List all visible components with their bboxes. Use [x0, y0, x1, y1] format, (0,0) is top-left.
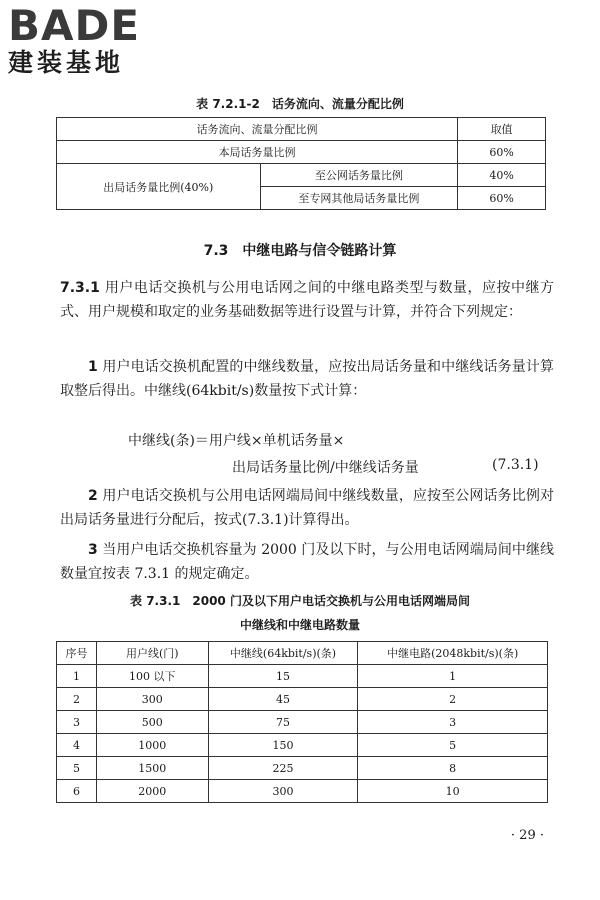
clause-number: 7.3.1 [60, 280, 100, 296]
formula-line-1: 中继线(条)＝用户线×单机话务量× [128, 433, 345, 449]
item-3 [60, 538, 554, 586]
item-2 [60, 484, 554, 532]
table-cell: 45 [208, 688, 358, 711]
table-row [57, 734, 548, 757]
table-header-cell: 用户线(门) [96, 642, 208, 665]
table-cell: 6 [57, 780, 97, 803]
table-row [57, 711, 548, 734]
item-text: 用户电话交换机配置的中继线数量，应按出局话务量和中继线话务量计算取整后得出。中继线(64kbit/s)数量按下式计算： [60, 359, 555, 399]
table-cell: 75 [208, 711, 358, 734]
formula-number: (7.3.1) [492, 457, 539, 473]
table2-caption-line1: 表 7.3.1 2000 门及以下用户电话交换机与公用电话网端局间 [130, 594, 470, 608]
trunk-line-table [56, 641, 548, 803]
table-row [57, 780, 548, 803]
traffic-ratio-table [56, 117, 546, 210]
table-header-cell: 中继线(64kbit/s)(条) [208, 642, 358, 665]
table-header-row [57, 642, 548, 665]
table-cell: 10 [358, 780, 548, 803]
table-cell: 至专网其他局话务量比例 [260, 187, 458, 210]
table-row [57, 688, 548, 711]
table-cell: 15 [208, 665, 358, 688]
page-number: · 29 · [510, 828, 544, 843]
table-cell: 150 [208, 734, 358, 757]
table1-caption: 表 7.2.1-2 话务流向、流量分配比例 [196, 97, 404, 111]
table-header-cell: 话务流向、流量分配比例 [57, 118, 458, 141]
table-cell: 2 [358, 688, 548, 711]
table-cell: 1000 [96, 734, 208, 757]
clause-text: 用户电话交换机与公用电话网之间的中继电路类型与数量，应按中继方式、用户规模和取定的业务基础数据等进行设置与计算，并符合下列规定： [60, 280, 555, 320]
table-cell: 2000 [96, 780, 208, 803]
table-cell: 3 [57, 711, 97, 734]
table-cell: 100 以下 [96, 665, 208, 688]
section-heading: 7.3 中继电路与信令链路计算 [203, 243, 397, 259]
table-cell: 本局话务量比例 [57, 141, 458, 164]
table-header-cell: 序号 [57, 642, 97, 665]
table2-caption-line2: 中继线和中继电路数量 [239, 618, 360, 632]
bade-logo [8, 1, 176, 84]
table-cell: 1500 [96, 757, 208, 780]
table-cell: 225 [208, 757, 358, 780]
table-header-cell: 取值 [458, 118, 546, 141]
table-cell: 4 [57, 734, 97, 757]
table-cell: 40% [458, 164, 546, 187]
item-number: 3 [88, 542, 98, 558]
table-row [57, 118, 546, 141]
table-cell: 出局话务量比例(40%) [57, 164, 261, 210]
clause-7-3-1 [60, 276, 554, 324]
table-cell: 5 [57, 757, 97, 780]
table-header-cell: 中继电路(2048kbit/s)(条) [358, 642, 548, 665]
table-cell: 500 [96, 711, 208, 734]
item-text: 当用户电话交换机容量为 2000 门及以下时，与公用电话网端局间中继线数量宜按表 7.3.1 的规定确定。 [60, 542, 555, 582]
table-row [57, 141, 546, 164]
item-number: 2 [88, 488, 98, 504]
table-cell: 60% [458, 187, 546, 210]
table-cell: 5 [358, 734, 548, 757]
formula-line-2: 出局话务量比例/中继线话务量 [232, 460, 419, 476]
table-cell: 1 [57, 665, 97, 688]
logo-brand: BADE [8, 1, 141, 50]
table-cell: 300 [96, 688, 208, 711]
logo-tagline: 建装基地 [8, 48, 125, 77]
item-number: 1 [88, 359, 98, 375]
table-row [57, 665, 548, 688]
table-cell: 8 [358, 757, 548, 780]
table-row [57, 757, 548, 780]
item-text: 用户电话交换机与公用电话网端局间中继线数量，应按至公网话务比例对出局话务量进行分配后，按式(7.3.1)计算得出。 [60, 488, 555, 528]
item-1 [60, 355, 554, 403]
table-cell: 至公网话务量比例 [260, 164, 458, 187]
table-cell: 300 [208, 780, 358, 803]
table-cell: 3 [358, 711, 548, 734]
table-row [57, 164, 546, 187]
table-cell: 1 [358, 665, 548, 688]
table-cell: 2 [57, 688, 97, 711]
table-cell: 60% [458, 141, 546, 164]
